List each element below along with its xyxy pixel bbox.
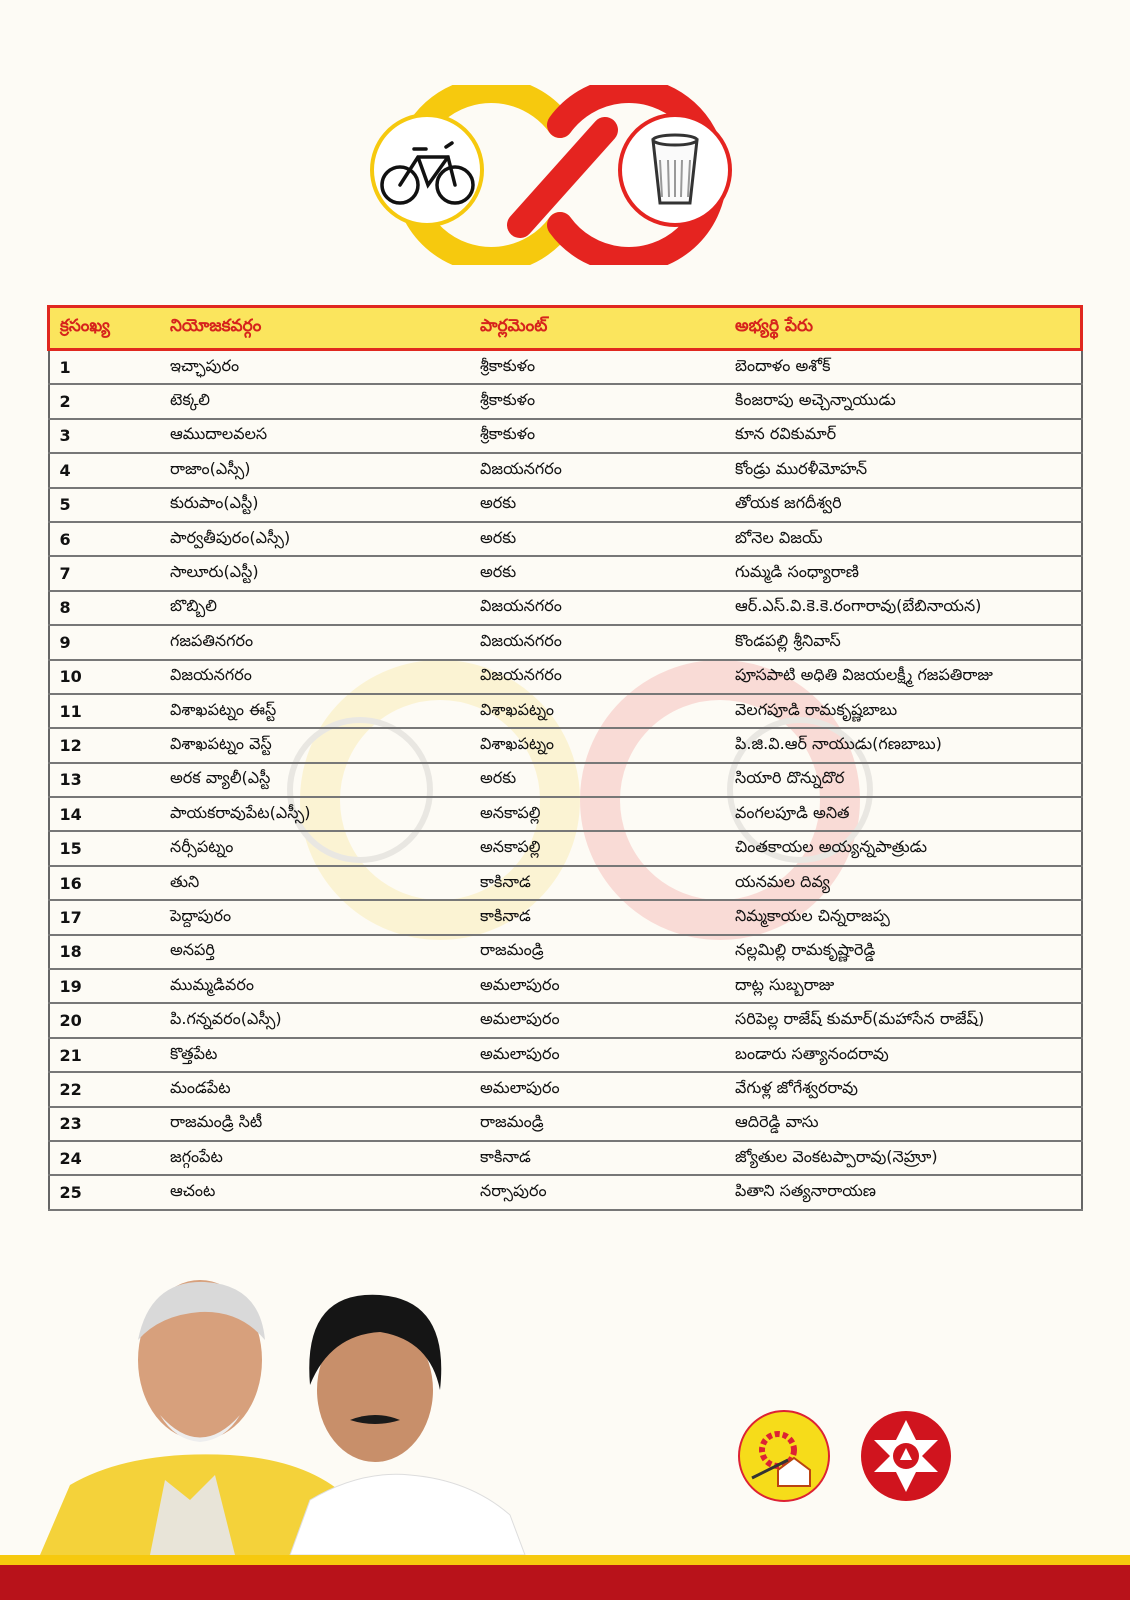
constituency-cell: పాయకరావుపేట(ఎస్సీ) [160,797,470,831]
table-row [49,1141,1082,1175]
constituency-cell: మండపేట [160,1072,470,1106]
candidate-cell: సియారి దొన్నుదొర [725,763,1082,797]
serial-cell: 1 [49,350,161,385]
table-row [49,900,1082,934]
candidate-cell: కోండ్రు మురళీమోహన్ [725,453,1082,487]
constituency-cell: కురుపాం(ఎస్టీ) [160,488,470,522]
candidate-cell: దాట్ల సుబ్బరాజు [725,969,1082,1003]
candidate-table [47,305,1083,1211]
constituency-cell: విశాఖపట్నం వెస్ట్ [160,728,470,762]
table-row [49,935,1082,969]
candidate-cell: నల్లమిల్లి రామకృష్ణారెడ్డి [725,935,1082,969]
constituency-cell: విశాఖపట్నం ఈస్ట్ [160,694,470,728]
footer-bar-red [0,1565,1130,1600]
candidate-cell: వేగుళ్ల జోగేశ్వరరావు [725,1072,1082,1106]
candidate-cell: పి.జి.వి.ఆర్ నాయుడు(గణబాబు) [725,728,1082,762]
serial-cell: 22 [49,1072,161,1106]
constituency-cell: ఆముదాలవలస [160,419,470,453]
table-row [49,1107,1082,1141]
candidate-list [47,305,1083,1211]
constituency-cell: ఆచంట [160,1175,470,1209]
serial-cell: 24 [49,1141,161,1175]
parliament-cell: విజయనగరం [470,453,725,487]
table-row [49,384,1082,418]
serial-cell: 19 [49,969,161,1003]
candidate-cell: ఆదిరెడ్డి వాసు [725,1107,1082,1141]
footer-stripe-yellow [0,1555,1130,1565]
parliament-cell: అమలాపురం [470,1072,725,1106]
serial-cell: 10 [49,660,161,694]
constituency-cell: గజపతినగరం [160,625,470,659]
candidate-cell: పూసపాటి అధితి విజయలక్ష్మీ గజపతిరాజు [725,660,1082,694]
parliament-cell: కాకినాడ [470,866,725,900]
table-header-row [49,307,1082,350]
candidate-cell: బండారు సత్యానందరావు [725,1038,1082,1072]
candidate-cell: జ్యోతుల వెంకటప్పారావు(నెహ్రూ) [725,1141,1082,1175]
parliament-cell: రాజమండ్రి [470,1107,725,1141]
candidate-cell: బోనెల విజయ్ [725,522,1082,556]
parliament-cell: అమలాపురం [470,969,725,1003]
candidate-cell: కొండపల్లి శ్రీనివాస్ [725,625,1082,659]
parliament-cell: అరకు [470,556,725,590]
janasena-logo [861,1411,951,1501]
candidate-cell: నిమ్మకాయల చిన్నరాజప్ప [725,900,1082,934]
serial-cell: 20 [49,1003,161,1037]
serial-cell: 9 [49,625,161,659]
column-header-constituency: నియోజకవర్గం [160,307,470,350]
serial-cell: 15 [49,831,161,865]
serial-cell: 2 [49,384,161,418]
serial-cell: 18 [49,935,161,969]
table-row [49,522,1082,556]
party-logos [738,1408,953,1506]
serial-cell: 16 [49,866,161,900]
parliament-cell: నర్సాపురం [470,1175,725,1209]
candidate-cell: బెందాళం అశోక్ [725,350,1082,385]
table-row [49,556,1082,590]
table-row [49,419,1082,453]
table-row [49,350,1082,385]
constituency-cell: బొబ్బిలి [160,591,470,625]
constituency-cell: తుని [160,866,470,900]
table-row [49,625,1082,659]
candidate-cell: వంగలపూడి అనిత [725,797,1082,831]
table-row [49,831,1082,865]
constituency-cell: అరక వ్యాలీ(ఎస్టీ [160,763,470,797]
parliament-cell: అరకు [470,488,725,522]
parliament-cell: విజయనగరం [470,591,725,625]
candidate-cell: తోయక జగదీశ్వరి [725,488,1082,522]
parliament-cell: శ్రీకాకుళం [470,384,725,418]
constituency-cell: టెక్కలి [160,384,470,418]
parliament-cell: అనకాపల్లి [470,831,725,865]
constituency-cell: పి.గన్నవరం(ఎస్సీ) [160,1003,470,1037]
serial-cell: 14 [49,797,161,831]
table-row [49,488,1082,522]
serial-cell: 23 [49,1107,161,1141]
serial-cell: 4 [49,453,161,487]
parliament-cell: అనకాపల్లి [470,797,725,831]
candidate-cell: వెలగపూడి రామకృష్ణబాబు [725,694,1082,728]
column-header-parliament: పార్లమెంట్ [470,307,725,350]
candidate-cell: ఆర్.ఎస్.వి.కె.కె.రంగారావు(బేబినాయన) [725,591,1082,625]
constituency-cell: రాజమండ్రి సిటీ [160,1107,470,1141]
table-row [49,763,1082,797]
parliament-cell: అరకు [470,763,725,797]
candidate-cell: పితాని సత్యనారాయణ [725,1175,1082,1209]
table-row [49,728,1082,762]
parliament-cell: శ్రీకాకుళం [470,419,725,453]
parliament-cell: అమలాపురం [470,1038,725,1072]
tdp-logo [739,1411,829,1501]
serial-cell: 5 [49,488,161,522]
constituency-cell: ఇచ్ఛాపురం [160,350,470,385]
serial-cell: 25 [49,1175,161,1209]
constituency-cell: జగ్గంపేట [160,1141,470,1175]
glass-symbol [620,115,730,225]
column-header-serial: క్రసంఖ్య [49,307,161,350]
parliament-cell: రాజమండ్రి [470,935,725,969]
parliament-cell: అరకు [470,522,725,556]
constituency-cell: సాలూరు(ఎస్టీ) [160,556,470,590]
candidate-cell: చింతకాయల అయ్యన్నపాత్రుడు [725,831,1082,865]
table-row [49,591,1082,625]
constituency-cell: రాజాం(ఎస్సీ) [160,453,470,487]
parliament-cell: విశాఖపట్నం [470,694,725,728]
serial-cell: 17 [49,900,161,934]
alliance-logo [370,85,750,265]
parliament-cell: విశాఖపట్నం [470,728,725,762]
serial-cell: 7 [49,556,161,590]
constituency-cell: పెద్దాపురం [160,900,470,934]
parliament-cell: అమలాపురం [470,1003,725,1037]
constituency-cell: పార్వతీపురం(ఎస్సీ) [160,522,470,556]
serial-cell: 3 [49,419,161,453]
table-row [49,969,1082,1003]
table-row [49,866,1082,900]
table-row [49,1003,1082,1037]
constituency-cell: నర్సీపట్నం [160,831,470,865]
serial-cell: 21 [49,1038,161,1072]
candidate-cell: యనమల దివ్య [725,866,1082,900]
serial-cell: 13 [49,763,161,797]
candidate-cell: కూన రవికుమార్ [725,419,1082,453]
constituency-cell: ముమ్మడివరం [160,969,470,1003]
table-row [49,453,1082,487]
serial-cell: 12 [49,728,161,762]
table-row [49,694,1082,728]
table-row [49,1072,1082,1106]
parliament-cell: కాకినాడ [470,900,725,934]
candidate-cell: కింజరాపు అచ్చెన్నాయుడు [725,384,1082,418]
constituency-cell: విజయనగరం [160,660,470,694]
constituency-cell: అనపర్తి [160,935,470,969]
serial-cell: 8 [49,591,161,625]
serial-cell: 6 [49,522,161,556]
table-row [49,660,1082,694]
parliament-cell: శ్రీకాకుళం [470,350,725,385]
table-row [49,797,1082,831]
candidate-cell: గుమ్మడి సంధ్యారాణి [725,556,1082,590]
parliament-cell: విజయనగరం [470,660,725,694]
leader-photos [40,1270,560,1555]
bicycle-symbol [372,115,482,225]
column-header-candidate: అభ్యర్థి పేరు [725,307,1082,350]
leader-photo-right [290,1295,525,1555]
table-row [49,1038,1082,1072]
serial-cell: 11 [49,694,161,728]
candidate-cell: సరిపెల్ల రాజేష్ కుమార్(మహాసేన రాజేష్) [725,1003,1082,1037]
parliament-cell: విజయనగరం [470,625,725,659]
table-row [49,1175,1082,1209]
constituency-cell: కొత్తపేట [160,1038,470,1072]
parliament-cell: కాకినాడ [470,1141,725,1175]
